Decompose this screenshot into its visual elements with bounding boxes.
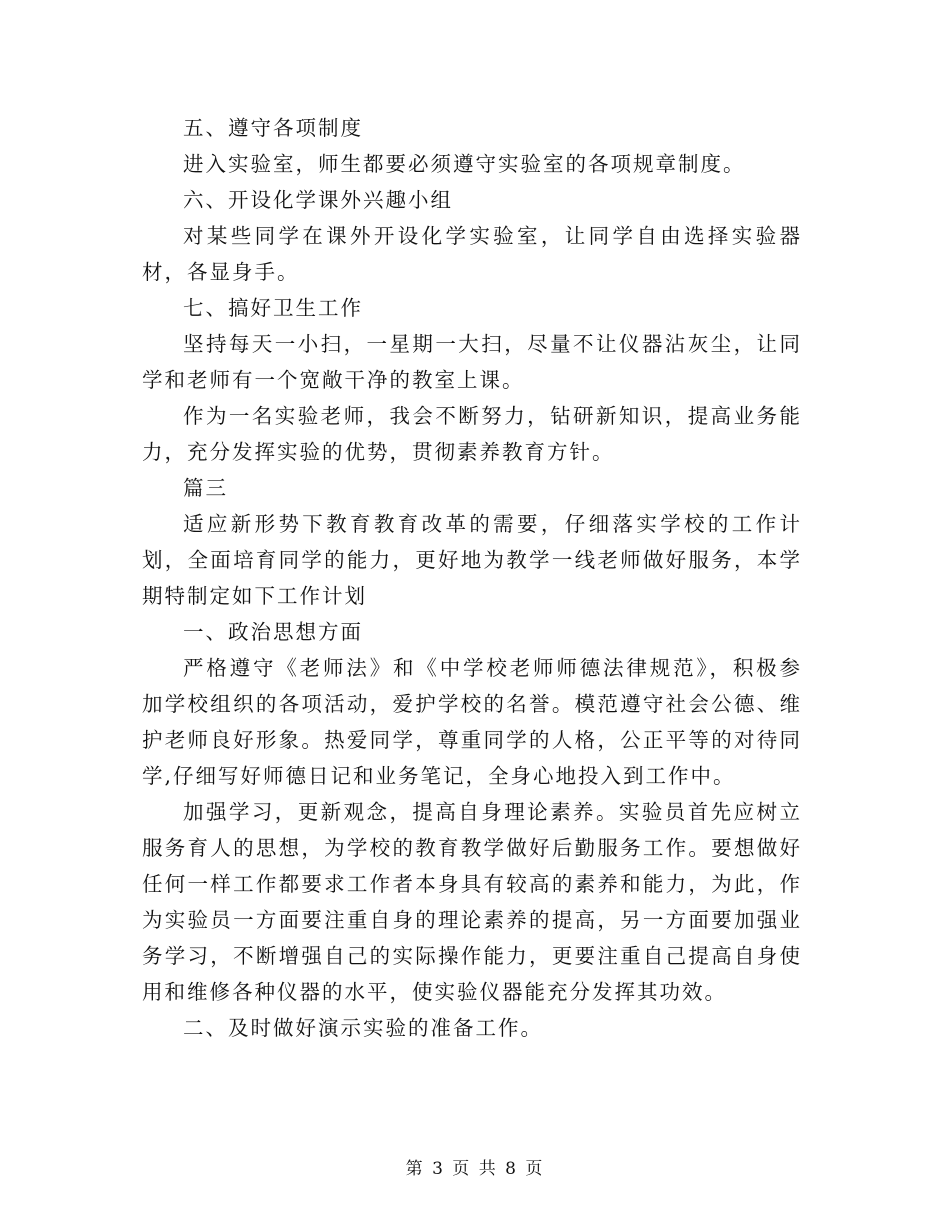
paragraph: 适应新形势下教育教育改革的需要，仔细落实学校的工作计划，全面培育同学的能力，更好地为教学一线老师做好服务，本学期特制定如下工作计划 xyxy=(142,512,802,608)
page-number-footer: 第 3 页 共 8 页 xyxy=(405,1159,545,1179)
paragraph: 坚持每天一小扫，一星期一大扫，尽量不让仪器沾灰尘，让同学和老师有一个宽敞干净的教室上课。 xyxy=(142,332,802,392)
heading-part-3: 篇三 xyxy=(183,476,228,500)
paragraph: 严格遵守《老师法》和《中学校老师师德法律规范》，积极参加学校组织的各项活动，爱护学校的名誉。模范遵守社会公德、维护老师良好形象。热爱同学，尊重同学的人格，公正平等的对待同学,仔细写好师德日记和业务笔记，全身心地投入到工作中。 xyxy=(142,656,802,788)
paragraph: 加强学习，更新观念，提高自身理论素养。实验员首先应树立服务育人的思想，为学校的教育教学做好后勤服务工作。要想做好任何一样工作都要求工作者本身具有较高的素养和能力，为此，作为实验员一方面要注重自身的理论素养的提高，另一方面要加强业务学习，不断增强自己的实际操作能力，更要注重自己提高自身使用和维修各种仪器的水平，使实验仪器能充分发挥其功效。 xyxy=(142,800,802,1004)
heading-section-7: 七、搞好卫生工作 xyxy=(183,296,363,320)
paragraph: 进入实验室，师生都要必须遵守实验室的各项规章制度。 xyxy=(183,152,746,176)
paragraph: 对某些同学在课外开设化学实验室，让同学自由选择实验器材，各显身手。 xyxy=(142,224,802,284)
paragraph: 作为一名实验老师，我会不断努力，钻研新知识，提高业务能力，充分发挥实验的优势，贯彻素养教育方针。 xyxy=(142,404,802,464)
heading-section-5: 五、遵守各项制度 xyxy=(183,116,363,140)
heading-section-1: 一、政治思想方面 xyxy=(183,620,363,644)
heading-section-2: 二、及时做好演示实验的准备工作。 xyxy=(183,1016,543,1040)
heading-section-6: 六、开设化学课外兴趣小组 xyxy=(183,188,453,212)
document-body xyxy=(142,110,802,1046)
